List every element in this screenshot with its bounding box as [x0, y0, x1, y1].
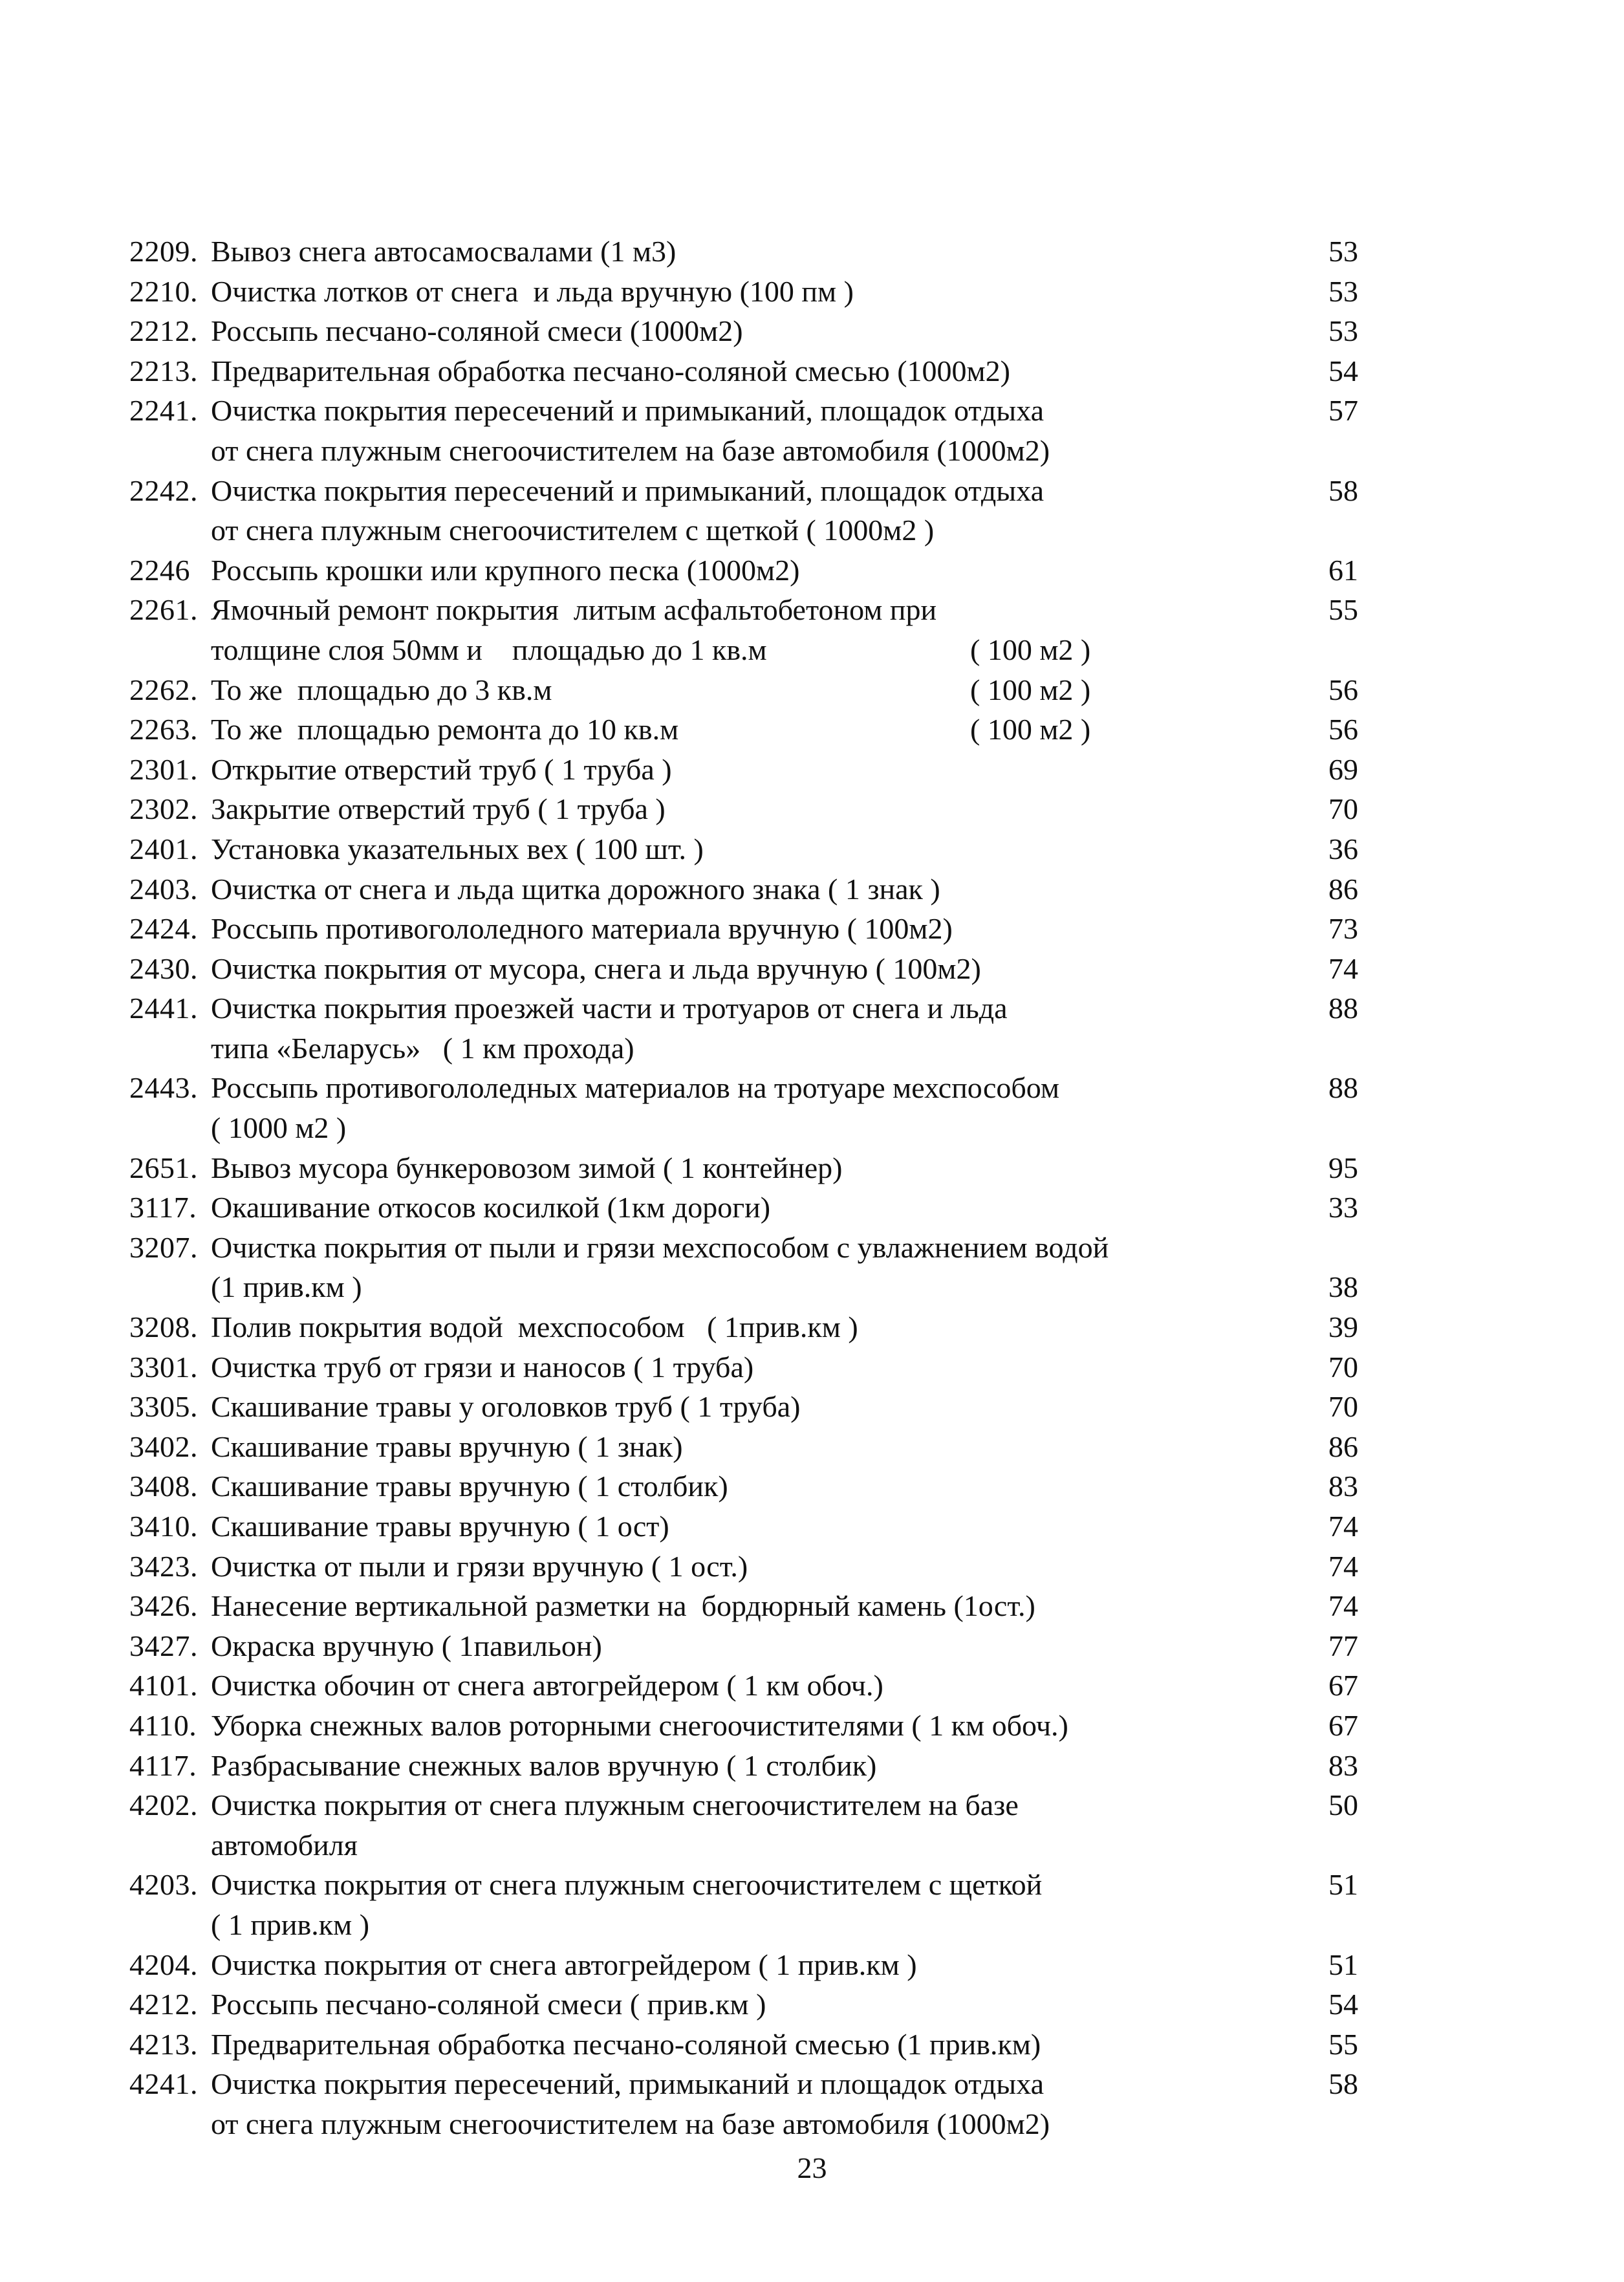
entry-code: 3410.: [129, 1510, 198, 1543]
entry-line: [129, 311, 1358, 351]
list-item: [129, 1148, 1358, 1188]
entry-text: Предварительная обработка песчано-соляной смесью (1 прив.км): [211, 2027, 1041, 2061]
entry-line: [129, 590, 1358, 630]
entry-line: [129, 1466, 1358, 1506]
entry-page-ref: 53: [1328, 274, 1358, 308]
entry-text: Очистка покрытия пересечений и примыканий, площадок отдыха: [211, 473, 1045, 507]
entry-text: Россыпь крошки или крупного песка (1000м2): [211, 553, 800, 587]
entry-line: [129, 1666, 1358, 1706]
list-item: [129, 1785, 1358, 1865]
entry-text: Предварительная обработка песчано-соляной смесью (1000м2): [211, 354, 1010, 387]
entry-page-ref: 67: [1328, 1708, 1358, 1742]
entry-line: [129, 869, 1358, 909]
list-item: [129, 829, 1358, 869]
entry-page-ref: 55: [1328, 593, 1358, 627]
entry-text: Очистка от снега и льда щитка дорожного знака ( 1 знак ): [211, 872, 940, 906]
entry-code: 3402.: [129, 1429, 198, 1463]
entry-line: [129, 1307, 1358, 1347]
entry-code: 4203.: [129, 1868, 198, 1902]
entry-text: Разбрасывание снежных валов вручную ( 1 столбик): [211, 1748, 877, 1782]
entry-text: То же площадью до 3 кв.м: [211, 673, 552, 706]
entry-line: [129, 1347, 1358, 1387]
entry-line: [129, 1028, 1358, 1069]
list-item: [129, 2064, 1358, 2144]
entry-unit: ( 100 м2 ): [970, 673, 1091, 706]
entry-code: 3423.: [129, 1549, 198, 1583]
entry-page-ref: 74: [1328, 1510, 1358, 1543]
entry-page-ref: 74: [1328, 951, 1358, 985]
entry-page-ref: 53: [1328, 314, 1358, 348]
entry-text: от снега плужным снегоочистителем на базе автомобиля (1000м2): [211, 2107, 1050, 2140]
entry-code: 4212.: [129, 1988, 198, 2021]
list-item: [129, 1666, 1358, 1706]
entry-code: 2246: [129, 553, 190, 587]
entry-code: 2213.: [129, 354, 198, 387]
entry-text: Очистка обочин от снега автогрейдером ( 1 км обоч.): [211, 1669, 883, 1702]
entry-page-ref: 74: [1328, 1549, 1358, 1583]
entry-line: [129, 1825, 1358, 1865]
entry-line: [129, 272, 1358, 312]
entry-line: [129, 431, 1358, 471]
entry-text: Уборка снежных валов роторными снегоочистителями ( 1 км обоч.): [211, 1708, 1068, 1742]
entry-code: 4202.: [129, 1788, 198, 1822]
entry-line: [129, 2064, 1358, 2104]
entry-page-ref: 56: [1328, 713, 1358, 746]
entry-code: 3426.: [129, 1589, 198, 1623]
entry-page-ref: 54: [1328, 354, 1358, 387]
entry-line: [129, 630, 1358, 670]
entry-code: 3208.: [129, 1310, 198, 1344]
entry-line: [129, 1746, 1358, 1786]
entry-line: [129, 710, 1358, 750]
entry-page-ref: 88: [1328, 1071, 1358, 1105]
entry-code: 4110.: [129, 1708, 197, 1742]
entry-text: Нанесение вертикальной разметки на бордюрный камень (1ост.): [211, 1589, 1035, 1623]
page-number: 23: [797, 2151, 827, 2184]
entry-line: [129, 829, 1358, 869]
entry-text: Скашивание травы вручную ( 1 столбик): [211, 1470, 728, 1503]
entry-text: Очистка покрытия пересечений, примыканий и площадок отдыха: [211, 2067, 1045, 2101]
list-item: [129, 311, 1358, 351]
entry-code: 3427.: [129, 1629, 198, 1662]
entry-line: [129, 1626, 1358, 1666]
entry-line: [129, 550, 1358, 591]
entry-line: [129, 1984, 1358, 2025]
entry-code: 2651.: [129, 1151, 198, 1184]
entry-line: [129, 1427, 1358, 1467]
entry-code: 4204.: [129, 1948, 198, 1981]
entry-text: Очистка покрытия от пыли и грязи мехспособом с увлажнением водой: [211, 1230, 1109, 1264]
entry-code: 4241.: [129, 2067, 198, 2101]
entry-text: Полив покрытия водой мехспособом ( 1прив.км ): [211, 1310, 858, 1344]
entry-code: 2210.: [129, 274, 198, 308]
entry-page-ref: 83: [1328, 1470, 1358, 1503]
list-item: [129, 1307, 1358, 1347]
entry-line: [129, 1547, 1358, 1587]
entry-page-ref: 95: [1328, 1151, 1358, 1184]
entry-page-ref: 33: [1328, 1191, 1358, 1224]
entry-code: 2403.: [129, 872, 198, 906]
entry-text: автомобиля: [211, 1828, 358, 1862]
entry-page-ref: 50: [1328, 1788, 1358, 1822]
entry-page-ref: 54: [1328, 1988, 1358, 2021]
list-item: [129, 1586, 1358, 1626]
entry-text: Очистка лотков от снега и льда вручную (100 пм ): [211, 274, 854, 308]
entry-text: Очистка покрытия от снега плужным снегоочистителем на базе: [211, 1788, 1019, 1822]
list-item: [129, 1466, 1358, 1506]
entry-code: 2263.: [129, 713, 198, 746]
entry-code: 2302.: [129, 792, 198, 826]
entry-line: [129, 1188, 1358, 1228]
entry-text: Вывоз снега автосамосвалами (1 м3): [211, 235, 677, 268]
entry-page-ref: 53: [1328, 235, 1358, 268]
list-item: [129, 1188, 1358, 1228]
entry-page-ref: 51: [1328, 1868, 1358, 1902]
list-item: [129, 1506, 1358, 1547]
list-item: [129, 232, 1358, 272]
entry-text: типа «Беларусь» ( 1 км прохода): [211, 1031, 634, 1065]
entry-line: [129, 1586, 1358, 1626]
entry-line: [129, 1905, 1358, 1945]
entry-line: [129, 949, 1358, 989]
entry-line: [129, 232, 1358, 272]
entry-code: 2262.: [129, 673, 198, 706]
entry-code: 3117.: [129, 1191, 197, 1224]
entry-unit: ( 100 м2 ): [970, 713, 1091, 746]
entry-page-ref: 38: [1328, 1270, 1358, 1304]
entry-text: Очистка труб от грязи и наносов ( 1 труба): [211, 1350, 754, 1384]
entry-text: ( 1 прив.км ): [211, 1907, 370, 1941]
entry-page-ref: 57: [1328, 394, 1358, 428]
entry-line: [129, 391, 1358, 431]
entry-text: толщине слоя 50мм и площадью до 1 кв.м: [211, 633, 767, 666]
entry-text: То же площадью ремонта до 10 кв.м: [211, 713, 679, 746]
entry-line: [129, 670, 1358, 710]
entry-code: 3408.: [129, 1470, 198, 1503]
entry-line: [129, 988, 1358, 1028]
entry-code: 2212.: [129, 314, 198, 348]
entry-line: [129, 1228, 1358, 1268]
list-item: [129, 590, 1358, 669]
entry-line: [129, 471, 1358, 511]
entry-text: Очистка покрытия пересечений и примыканий, площадок отдыха: [211, 394, 1045, 428]
entry-code: 2241.: [129, 394, 198, 428]
entry-page-ref: 51: [1328, 1948, 1358, 1981]
entry-text: Вывоз мусора бункеровозом зимой ( 1 контейнер): [211, 1151, 843, 1184]
entry-page-ref: 88: [1328, 992, 1358, 1025]
entry-line: [129, 909, 1358, 949]
list-item: [129, 351, 1358, 391]
entry-text: ( 1000 м2 ): [211, 1111, 347, 1145]
entry-text: Открытие отверстий труб ( 1 труба ): [211, 752, 672, 786]
entry-page-ref: 70: [1328, 1350, 1358, 1384]
list-item: [129, 869, 1358, 909]
entry-text: Скашивание травы вручную ( 1 знак): [211, 1429, 683, 1463]
entry-code: 2441.: [129, 992, 198, 1025]
entry-text: Россыпь противогололедных материалов на тротуаре мехспособом: [211, 1071, 1060, 1105]
list-item: [129, 1068, 1358, 1147]
entry-page-ref: 61: [1328, 553, 1358, 587]
entry-text: Окашивание откосов косилкой (1км дороги): [211, 1191, 771, 1224]
entry-page-ref: 70: [1328, 1390, 1358, 1424]
list-item: [129, 750, 1358, 790]
list-item: [129, 1387, 1358, 1427]
list-item: [129, 2025, 1358, 2065]
entry-page-ref: 56: [1328, 673, 1358, 706]
list-item: [129, 949, 1358, 989]
list-item: [129, 1984, 1358, 2025]
list-item: [129, 391, 1358, 470]
entry-page-ref: 39: [1328, 1310, 1358, 1344]
entry-text: Очистка покрытия от мусора, снега и льда вручную ( 100м2): [211, 951, 981, 985]
entry-code: 4101.: [129, 1669, 198, 1702]
entry-code: 4117.: [129, 1748, 197, 1782]
entry-line: [129, 1945, 1358, 1985]
entry-line: [129, 2104, 1358, 2144]
entry-page-ref: 86: [1328, 872, 1358, 906]
entry-code: 2261.: [129, 593, 198, 627]
entry-code: 4213.: [129, 2027, 198, 2061]
entry-page-ref: 69: [1328, 752, 1358, 786]
entry-line: [129, 1068, 1358, 1108]
list-item: [129, 272, 1358, 312]
entry-code: 2430.: [129, 951, 198, 985]
entry-page-ref: 83: [1328, 1748, 1358, 1782]
entry-code: 2424.: [129, 912, 198, 946]
entry-text: Установка указательных вех ( 100 шт. ): [211, 832, 704, 865]
entry-text: от снега плужным снегоочистителем с щеткой ( 1000м2 ): [211, 514, 935, 547]
entry-text: Скашивание травы у оголовков труб ( 1 труба): [211, 1390, 801, 1424]
entry-code: 3305.: [129, 1390, 198, 1424]
entry-unit: ( 100 м2 ): [970, 633, 1091, 666]
list-item: [129, 1706, 1358, 1746]
entry-text: Очистка покрытия от снега автогрейдером ( 1 прив.км ): [211, 1948, 917, 1981]
list-item: [129, 1746, 1358, 1786]
entry-text: (1 прив.км ): [211, 1270, 362, 1304]
entry-line: [129, 1506, 1358, 1547]
entry-text: Россыпь песчано-соляной смеси ( прив.км ): [211, 1988, 766, 2021]
list-item: [129, 1228, 1358, 1307]
entry-line: [129, 1108, 1358, 1148]
list-item: [129, 1945, 1358, 1985]
entry-code: 2443.: [129, 1071, 198, 1105]
entry-line: [129, 1865, 1358, 1905]
entry-text: Ямочный ремонт покрытия литым асфальтобетоном при: [211, 593, 937, 627]
entry-text: Очистка от пыли и грязи вручную ( 1 ост.): [211, 1549, 748, 1583]
list-item: [129, 789, 1358, 829]
entry-page-ref: 74: [1328, 1589, 1358, 1623]
entry-list: [129, 232, 1358, 2144]
entry-page-ref: 86: [1328, 1429, 1358, 1463]
entry-line: [129, 750, 1358, 790]
list-item: [129, 550, 1358, 591]
entry-line: [129, 351, 1358, 391]
list-item: [129, 471, 1358, 550]
entry-page-ref: 36: [1328, 832, 1358, 865]
entry-line: [129, 1706, 1358, 1746]
entry-line: [129, 1785, 1358, 1825]
entry-text: Россыпь песчано-соляной смеси (1000м2): [211, 314, 743, 348]
entry-line: [129, 1387, 1358, 1427]
entry-code: 2301.: [129, 752, 198, 786]
list-item: [129, 670, 1358, 710]
list-item: [129, 1865, 1358, 1944]
entry-text: от снега плужным снегоочистителем на базе автомобиля (1000м2): [211, 433, 1050, 467]
entry-line: [129, 2025, 1358, 2065]
entry-page-ref: 73: [1328, 912, 1358, 946]
entry-line: [129, 510, 1358, 550]
list-item: [129, 988, 1358, 1068]
entry-text: Скашивание травы вручную ( 1 ост): [211, 1510, 669, 1543]
list-item: [129, 710, 1358, 750]
entry-page-ref: 55: [1328, 2027, 1358, 2061]
list-item: [129, 1427, 1358, 1467]
entry-code: 3301.: [129, 1350, 198, 1384]
entry-text: Окраска вручную ( 1павильон): [211, 1629, 602, 1662]
entry-page-ref: 67: [1328, 1669, 1358, 1702]
entry-code: 2242.: [129, 473, 198, 507]
entry-text: Россыпь противогололедного материала вручную ( 100м2): [211, 912, 953, 946]
entry-page-ref: 77: [1328, 1629, 1358, 1662]
entry-text: Закрытие отверстий труб ( 1 труба ): [211, 792, 666, 826]
list-item: [129, 1547, 1358, 1587]
entry-page-ref: 58: [1328, 2067, 1358, 2101]
entry-page-ref: 58: [1328, 473, 1358, 507]
list-item: [129, 1347, 1358, 1387]
entry-code: 2401.: [129, 832, 198, 865]
entry-code: 3207.: [129, 1230, 198, 1264]
entry-text: Очистка покрытия проезжей части и тротуаров от снега и льда: [211, 992, 1008, 1025]
entry-line: [129, 1148, 1358, 1188]
entry-line: [129, 789, 1358, 829]
entry-line: [129, 1267, 1358, 1307]
entry-text: Очистка покрытия от снега плужным снегоочистителем с щеткой: [211, 1868, 1043, 1902]
list-item: [129, 909, 1358, 949]
entry-page-ref: 70: [1328, 792, 1358, 826]
list-item: [129, 1626, 1358, 1666]
entry-code: 2209.: [129, 235, 198, 268]
